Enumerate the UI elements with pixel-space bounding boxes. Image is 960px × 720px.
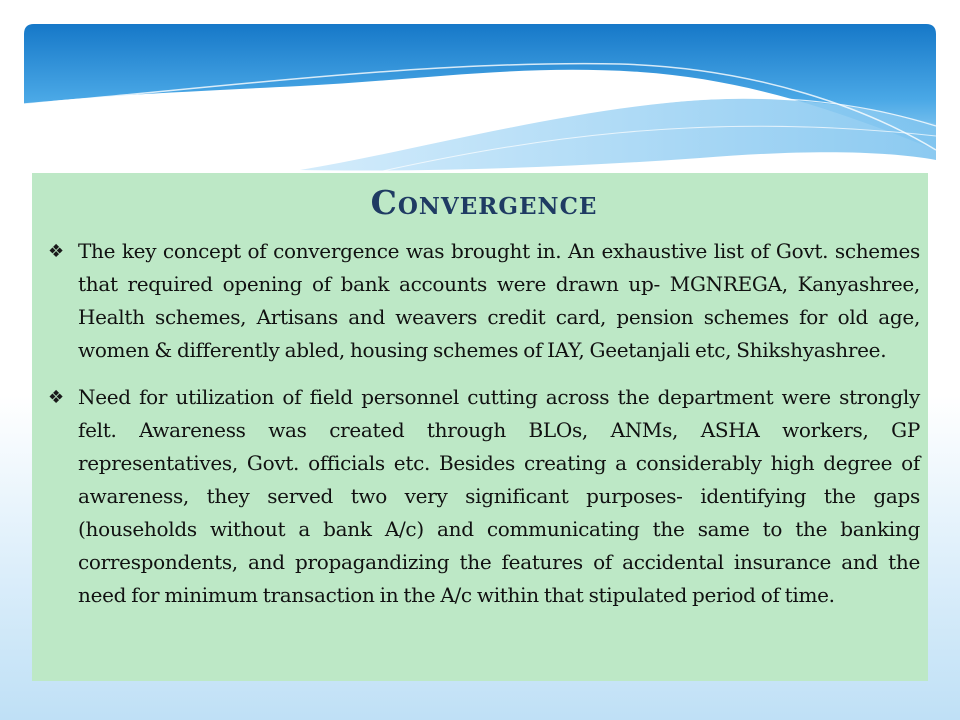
diamond-bullet-icon: ❖ — [48, 387, 65, 408]
diamond-bullet-icon: ❖ — [48, 241, 65, 262]
bullet-text: Need for utilization of field personnel cutting across the department were strongly felt. Awareness was created through BLOs, ANMs, ASHA workers, GP representatives, Govt. officials etc. Besides creating a considerably high degree of awareness, they served two very significant purposes- identifying the gaps (households without a bank A/c) and communicating the same to the banking correspondents, and propagandizing the features of accidental insurance and the need for minimum transaction in the A/c within that stipulated period of time. — [78, 385, 920, 607]
slide-title: Convergence — [370, 183, 598, 222]
bullet-item — [48, 235, 920, 367]
bullet-item — [48, 381, 920, 612]
header-wave-decoration — [0, 0, 960, 200]
bullet-text: The key concept of convergence was brought in. An exhaustive list of Govt. schemes that required opening of bank accounts were drawn up- MGNREGA, Kanyashree, Health schemes, Artisans and weavers credit card, pension schemes for old age, women & differently abled, housing schemes of IAY, Geetanjali etc, Shikshyashree. — [78, 239, 920, 362]
content-box — [32, 173, 928, 681]
